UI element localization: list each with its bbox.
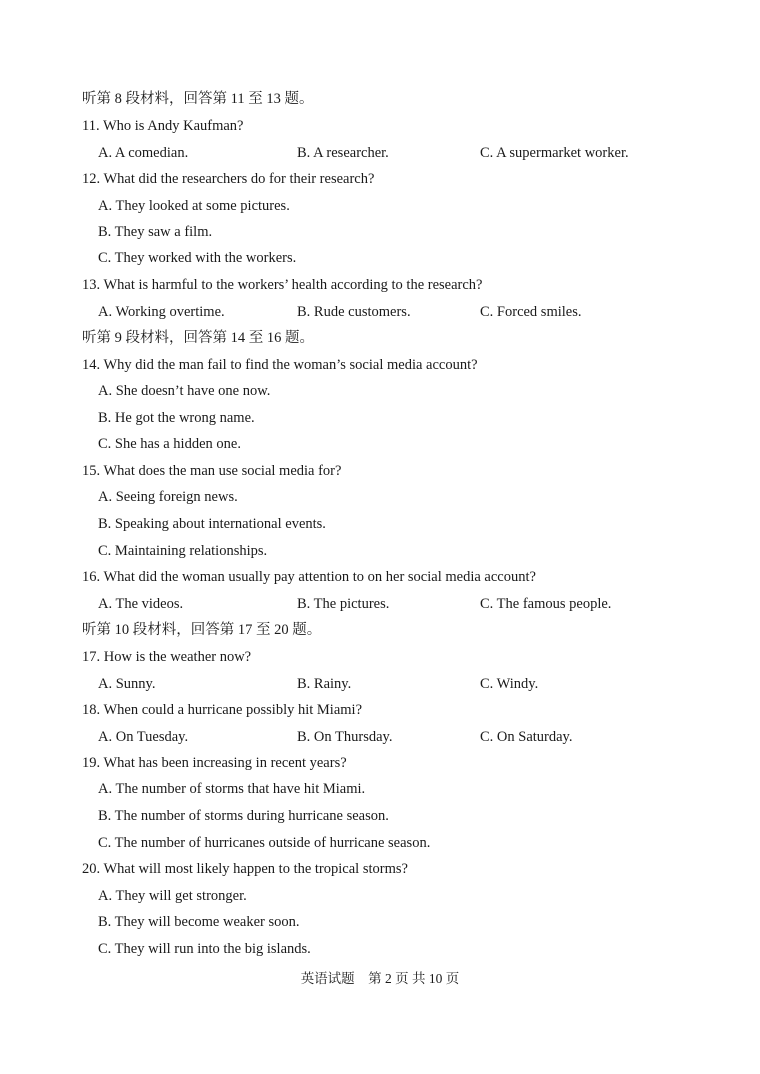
answer-option: B. They saw a film. bbox=[98, 224, 213, 240]
answer-option: B. Rude customers. bbox=[297, 304, 411, 320]
answer-option: A. The videos. bbox=[98, 596, 184, 612]
question-stem: 19. What has been increasing in recent years? bbox=[82, 755, 347, 771]
question-stem: 12. What did the researchers do for their research? bbox=[82, 171, 375, 187]
answer-option: A. Sunny. bbox=[98, 676, 156, 692]
section-instruction: 听第 8 段材料，回答第 11 至 13 题。 bbox=[82, 91, 314, 107]
answer-option: B. On Thursday. bbox=[297, 729, 393, 745]
question-stem: 13. What is harmful to the workers’ health according to the research? bbox=[82, 277, 483, 293]
answer-option: B. The pictures. bbox=[297, 596, 390, 612]
answer-option: C. Maintaining relationships. bbox=[98, 543, 268, 559]
answer-option: A. A comedian. bbox=[98, 145, 189, 161]
answer-option: B. He got the wrong name. bbox=[98, 410, 255, 426]
section-instruction: 听第 10 段材料，回答第 17 至 20 题。 bbox=[82, 622, 322, 638]
question-stem: 20. What will most likely happen to the tropical storms? bbox=[82, 861, 408, 877]
answer-option: C. Windy. bbox=[480, 676, 539, 692]
answer-option: A. She doesn’t have one now. bbox=[98, 383, 271, 399]
answer-option: C. On Saturday. bbox=[480, 729, 573, 745]
answer-option: C. They will run into the big islands. bbox=[98, 941, 311, 957]
answer-option: C. They worked with the workers. bbox=[98, 250, 297, 266]
question-stem: 11. Who is Andy Kaufman? bbox=[82, 118, 244, 134]
answer-option: B. The number of storms during hurricane season. bbox=[98, 808, 389, 824]
answer-option: A. On Tuesday. bbox=[98, 729, 189, 745]
question-stem: 15. What does the man use social media for? bbox=[82, 463, 342, 479]
answer-option: A. They looked at some pictures. bbox=[98, 198, 290, 214]
answer-option: A. They will get stronger. bbox=[98, 888, 247, 904]
question-stem: 18. When could a hurricane possibly hit Miami? bbox=[82, 702, 363, 718]
answer-option: C. She has a hidden one. bbox=[98, 436, 241, 452]
answer-option: B. A researcher. bbox=[297, 145, 389, 161]
answer-option: C. Forced smiles. bbox=[480, 304, 582, 320]
question-stem: 17. How is the weather now? bbox=[82, 649, 252, 665]
page-footer: 英语试题 第 2 页 共 10 页 bbox=[300, 971, 460, 986]
answer-option: A. Seeing foreign news. bbox=[98, 489, 238, 505]
answer-option: A. Working overtime. bbox=[98, 304, 225, 320]
question-stem: 16. What did the woman usually pay attention to on her social media account? bbox=[82, 569, 536, 585]
answer-option: A. The number of storms that have hit Miami. bbox=[98, 781, 366, 797]
answer-option: C. A supermarket worker. bbox=[480, 145, 629, 161]
answer-option: B. Speaking about international events. bbox=[98, 516, 326, 532]
question-stem: 14. Why did the man fail to find the woman’s social media account? bbox=[82, 357, 478, 373]
answer-option: C. The number of hurricanes outside of hurricane season. bbox=[98, 835, 431, 851]
answer-option: B. They will become weaker soon. bbox=[98, 914, 300, 930]
answer-option: B. Rainy. bbox=[297, 676, 352, 692]
section-instruction: 听第 9 段材料，回答第 14 至 16 题。 bbox=[82, 330, 314, 346]
answer-option: C. The famous people. bbox=[480, 596, 612, 612]
